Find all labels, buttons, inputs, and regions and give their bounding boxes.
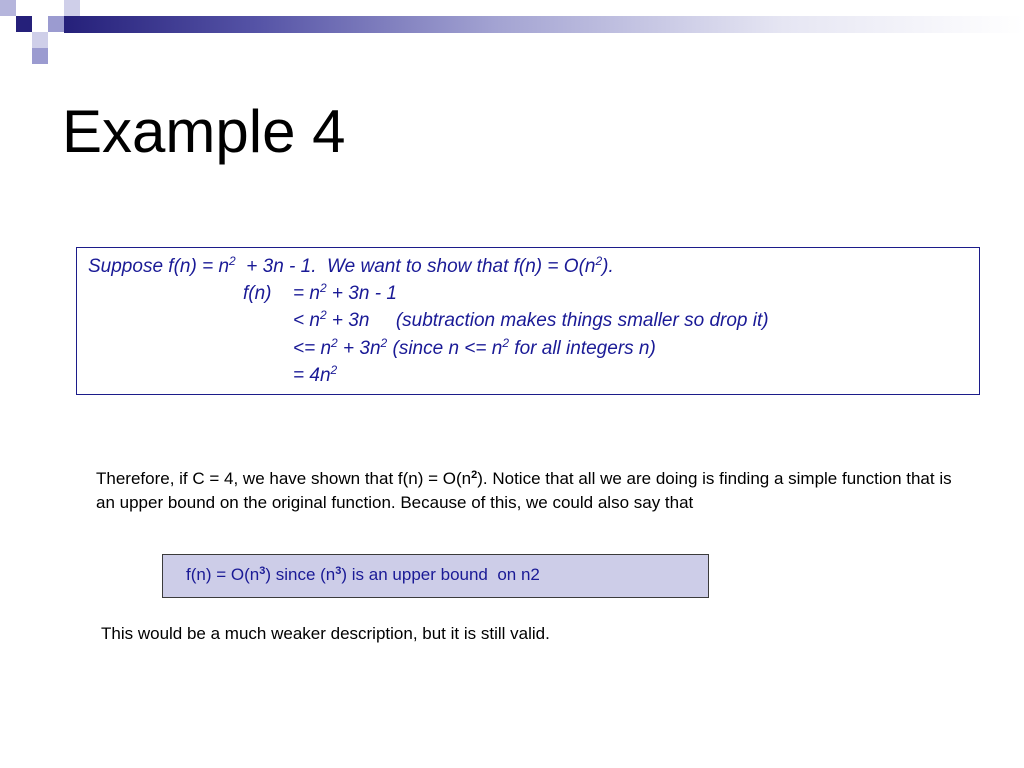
slide-title: Example 4 bbox=[62, 98, 346, 165]
definition-line-2: = $n^2 + 3n - 1$ bbox=[293, 281, 397, 304]
header-square-5 bbox=[64, 0, 80, 16]
header-square-1 bbox=[0, 0, 16, 16]
header-square-6 bbox=[32, 48, 48, 64]
footnote-text: This would be a much weaker description, but it is still valid. bbox=[101, 624, 550, 643]
definition-line-4: <= $n^2 + 3n^2$ (since $n <= n^2$ for all integers n) bbox=[293, 336, 656, 359]
highlight-box bbox=[162, 554, 709, 598]
header-square-2 bbox=[16, 16, 32, 32]
header-gradient-bar bbox=[64, 16, 1024, 33]
conclusion-paragraph: Therefore, if C = 4, we have shown that $f(n) = O(n^2)$. Notice that all we are doing is finding a simple function that is an upper bound on the original function. Because of this, we could also say that bbox=[96, 469, 952, 512]
header-square-4 bbox=[48, 16, 64, 32]
definition-line-2-label: f(n) bbox=[243, 283, 272, 304]
definition-box bbox=[76, 247, 980, 395]
header-square-3 bbox=[32, 32, 48, 48]
definition-line-5: = $4n^2$ bbox=[293, 363, 338, 386]
highlight-text: $f(n) = O(n^3)$ since $(n^3)$ is an upper bound on n2 bbox=[186, 565, 540, 584]
definition-line-3: < $n^2 + 3n$ (subtraction makes things smaller so drop it) bbox=[293, 308, 769, 331]
definition-line-1: Suppose $f(n) = n^2 + 3n - 1$. We want to show that $f(n) = O(n^2)$. bbox=[88, 254, 614, 277]
